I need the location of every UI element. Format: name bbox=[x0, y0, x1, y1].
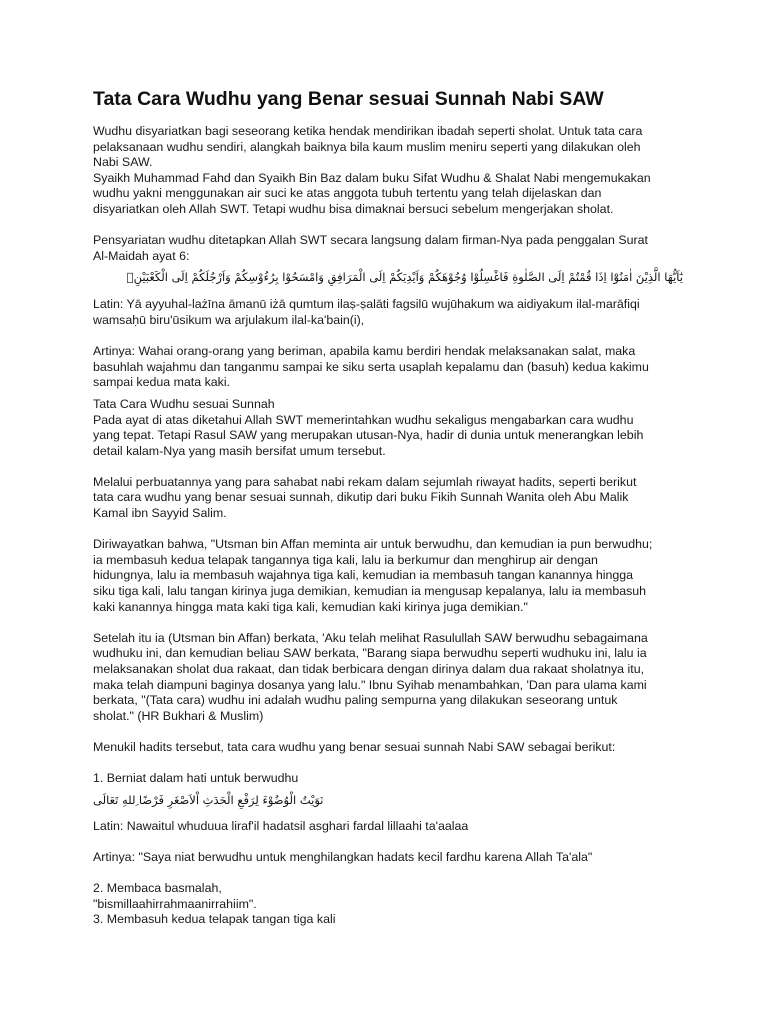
paragraph-gap bbox=[93, 834, 683, 850]
paragraph-gap bbox=[93, 290, 683, 297]
paragraph-gap bbox=[93, 522, 683, 538]
setelah-paragraph: Setelah itu ia (Utsman bin Affan) berkata, 'Aku telah melihat Rasulullah SAW berwudhu sebagaimana wudhuku ini, dan kemudian beliau SAW berkata, "Barang siapa berwudhu seperti wudhuku ini, lalu ia melaksanakan sholat dua rakaat, dan tidak berbicara dengan dirinya dalam dua rakaat sholatnya itu, maka telah diampuni baginya dosanya yang lalu." Ibnu Syihab menambahkan, 'Dan para ulama kami berkata, "(Tata cara) wudhu ini adalah wudhu paling sempurna yang dilakukan seseorang untuk sholat." (HR Bukhari & Muslim) bbox=[93, 630, 648, 723]
verse-intro-paragraph: Pensyariatan wudhu ditetapkan Allah SWT secara langsung dalam firman-Nya pada penggalan Surat Al-Maidah ayat 6: bbox=[93, 233, 648, 263]
paragraph-gap bbox=[93, 756, 683, 772]
paragraph-gap bbox=[93, 724, 683, 740]
intro-paragraph: Wudhu disyariatkan bagi seseorang ketika hendak mendirikan ibadah seperti sholat. Untuk tata cara pelaksanaan wudhu sendiri, alangkah baiknya bila kaum muslim meniru seperti yang dilakukan oleh Nabi SAW. Syaikh Muhammad Fahd dan Syaikh Bin Baz dalam buku Sifat Wudhu & Shalat Nabi mengemukakan wudhu yakni menggunakan air suci ke atas anggota tubuh tertentu yang telah dijelaskan dan disyariatkan oleh Allah SWT. Tetapi wudhu bisa dimaknai bersuci sebelum mengerjakan sholat. bbox=[93, 124, 651, 216]
arabic-verse: يٰٓاَيُّهَا الَّذِيْنَ اٰمَنُوْٓا اِذَا قُمْتُمْ اِلَى الصَّلٰوةِ فَاغْسِلُوْا وُجُوْهَكُمْ وَاَيْدِيَكُمْ اِلَى الْمَرَافِقِ وَامْسَحُوْا بِرُءُوْسِكُمْ وَاَرْجُلَكُمْ اِلَى الْكَعْبَيْنِۗ bbox=[126, 270, 683, 285]
verse-translation-paragraph: Artinya: Wahai orang-orang yang beriman, apabila kamu berdiri hendak melaksanakan salat, maka basuhlah wajahmu dan tanganmu sampai ke siku serta usaplah kepalamu dan (basuh) kedua kakimu sampai kedua mata kaki. bbox=[93, 344, 649, 390]
section-paragraph: Tata Cara Wudhu sesuai Sunnah Pada ayat di atas diketahui Allah SWT memerintahkan wudhu sekaligus mengabarkan cara wudhu yang tepat. Tetapi Rasul SAW yang merupakan utusan-Nya, hadir di dunia untuk menerangkan lebih detail kalam-Nya yang masih bersifat umum tersebut. bbox=[93, 396, 644, 458]
document-page bbox=[93, 86, 683, 928]
niat-translation-paragraph: Artinya: "Saya niat berwudhu untuk menghilangkan hadats kecil fardhu karena Allah Ta'ala" bbox=[93, 849, 593, 864]
steps-2-3-paragraph: 2. Membaca basmalah, "bismillaahirrahmaanirrahiim". 3. Membasuh kedua telapak tangan tiga kali bbox=[93, 881, 336, 927]
step-1-heading: 1. Berniat dalam hati untuk berwudhu bbox=[93, 771, 299, 786]
paragraph-gap bbox=[93, 459, 683, 475]
latin-verse-paragraph: Latin: Yā ayyuhal-lażīna āmanū iżā qumtum ilaṣ-ṣalāti fagsilū wujūhakum wa aidiyakum ilal-marāfiqi wamsaḥū biru'ūsikum wa arjulakum ilal-ka'bain(i), bbox=[93, 297, 640, 327]
paragraph-gap bbox=[93, 866, 683, 882]
paragraph-gap bbox=[93, 218, 683, 234]
paragraph-gap bbox=[93, 329, 683, 345]
melalui-paragraph: Melalui perbuatannya yang para sahabat nabi rekam dalam sejumlah riwayat hadits, seperti berikut tata cara wudhu yang benar sesuai sunnah, dikutip dari buku Fikih Sunnah Wanita oleh Abu Malik Kamal ibn Sayyid Salim. bbox=[93, 474, 637, 521]
arabic-niat: نَوَيْتُ الْوُضُوْءَ لِرَفْعِ الْحَدَثِ اْلاَصْغَرِ فَرْضًا ِللهِ تَعَالَى bbox=[93, 792, 324, 807]
document-title: Tata Cara Wudhu yang Benar sesuai Sunnah Nabi SAW bbox=[93, 88, 604, 110]
latin-niat-paragraph: Latin: Nawaitul whuduua liraf'il hadatsil asghari fardal lillaahi ta'aalaa bbox=[93, 818, 469, 833]
hadith-paragraph: Diriwayatkan bahwa, "Utsman bin Affan meminta air untuk berwudhu, dan kemudian ia pun berwudhu; ia membasuh kedua telapak tangannya tiga kali, lalu ia berkumur dan menghirup air dengan hidungnya, lalu ia membasuh wajahnya tiga kali, kemudian ia membasuh tangan kanannya hingga siku tiga kali, lalu tangan kirinya juga demikian, kemudian ia mengusap kepalanya, lalu ia membasuh kaki kanannya hingga mata kaki tiga kali, kemudian kaki kirinya juga demikian." bbox=[93, 537, 653, 614]
menukil-paragraph: Menukil hadits tersebut, tata cara wudhu yang benar sesuai sunnah Nabi SAW sebagai berikut: bbox=[93, 739, 616, 754]
arabic-niat-row bbox=[93, 787, 683, 813]
paragraph-gap bbox=[93, 615, 683, 631]
